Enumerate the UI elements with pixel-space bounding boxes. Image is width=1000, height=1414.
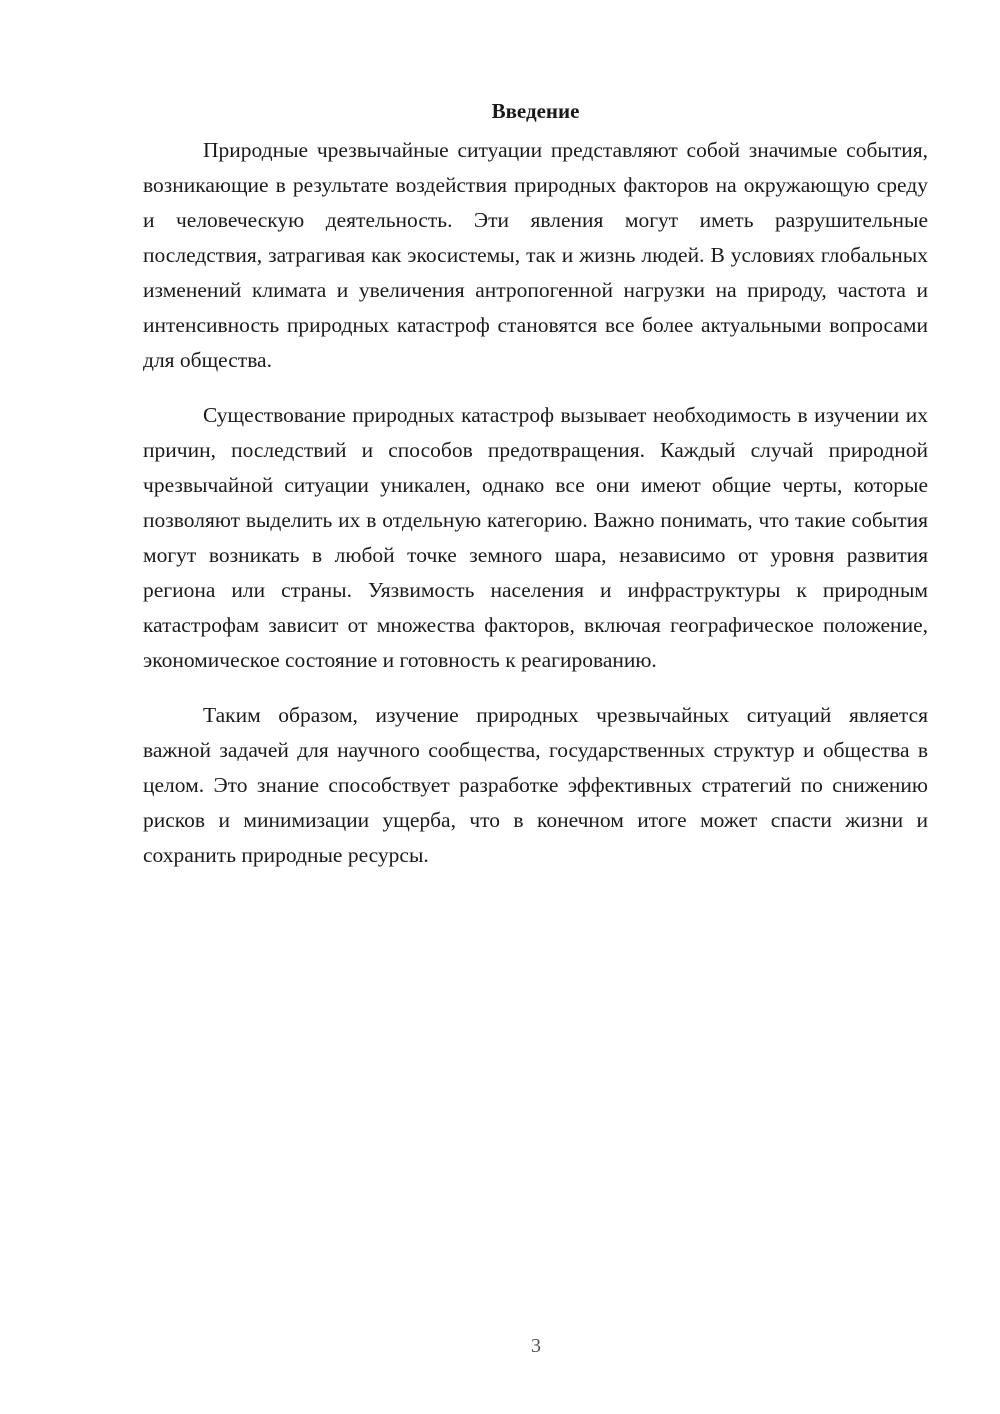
page-number: 3 xyxy=(531,1335,541,1357)
paragraph-2: Существование природных катастроф вызывает необходимость в изучении их причин, последствий и способов предотвращения. Каждый случай природной чрезвычайной ситуации уникален, однако все они имеют общие черты, которые позволяют выделить их в отдельную категорию. Важно понимать, что такие события могут возникать в любой точке земного шара, независимо от уровня развития региона или страны. Уязвимость населения и инфраструктуры к природным катастрофам зависит от множества факторов, включая географическое положение, экономическое состояние и готовность к реагированию. xyxy=(143,403,928,672)
paragraph-1: Природные чрезвычайные ситуации представляют собой значимые события, возникающие в результате воздействия природных факторов на окружающую среду и человеческую деятельность. Эти явления могут иметь разрушительные последствия, затрагивая как экосистемы, так и жизнь людей. В условиях глобальных изменений климата и увеличения антропогенной нагрузки на природу, частота и интенсивность природных катастроф становятся все более актуальными вопросами для общества. xyxy=(143,138,928,372)
page-content xyxy=(143,96,928,893)
section-title: Введение xyxy=(491,99,580,123)
paragraph-3: Таким образом, изучение природных чрезвычайных ситуаций является важной задачей для научного сообщества, государственных структур и общества в целом. Это знание способствует разработке эффективных стратегий по снижению рисков и минимизации ущерба, что в конечном итоге может спасти жизни и сохранить природные ресурсы. xyxy=(143,703,928,867)
